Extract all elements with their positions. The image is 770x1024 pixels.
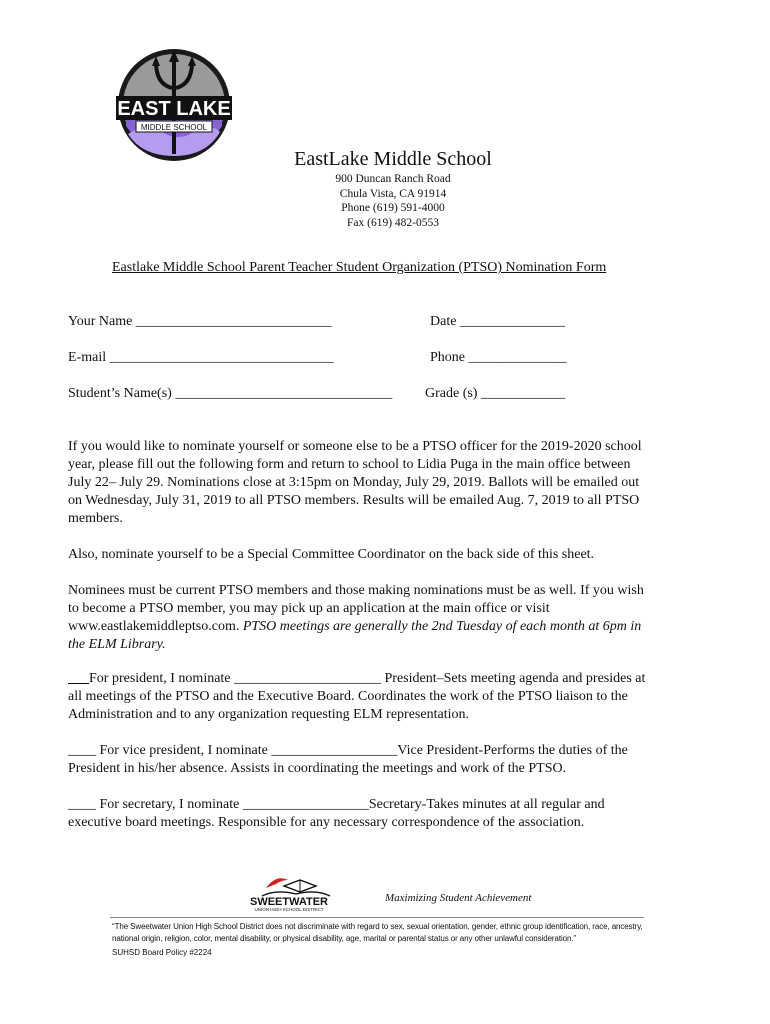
- school-name: EastLake Middle School: [294, 148, 492, 170]
- phone-field[interactable]: Phone ______________: [430, 350, 567, 365]
- membership-paragraph: [68, 582, 650, 654]
- address-line-2: Chula Vista, CA 91914: [339, 187, 447, 200]
- date-field[interactable]: Date _______________: [430, 314, 565, 329]
- phone-number: Phone (619) 591-4000: [341, 202, 445, 214]
- grade-field[interactable]: Grade (s) ____________: [425, 386, 565, 401]
- fax-number: Fax (619) 482-0553: [347, 216, 439, 229]
- school-header: [0, 146, 770, 230]
- footer-divider: [110, 917, 644, 918]
- special-committee-text: Also, nominate yourself to be a Special Committee Coordinator on the back side of this sheet.: [68, 547, 595, 562]
- president-nomination[interactable]: [68, 670, 650, 724]
- vice-president-nomination[interactable]: [68, 742, 650, 778]
- vice-president-nomination-text: ____ For vice president, I nominate __________________Vice President-Performs the duties of the President in his/her absence. Assists in coordinating the meetings and work of the PTSO.: [68, 743, 628, 776]
- intro-text: If you would like to nominate yourself or someone else to be a PTSO officer for the 2019-2020 school year, please fill out the following form and return to school to Lidia Puga in the main office between July 22– July 29. Nominations close at 3:15pm on Monday, July 29, 2019. Ballots will be emailed out on Wednesday, July 31, 2019 to all PTSO members. Results will be emailed Aug. 7, 2019 to all PTSO members.: [68, 439, 642, 526]
- logo-title: EAST LAKE: [117, 98, 231, 120]
- meetings-text: PTSO meetings are generally the 2nd Tuesday of each month at 6pm in the ELM Library.: [68, 619, 642, 652]
- sweetwater-subtitle: UNION HIGH SCHOOL DISTRICT: [254, 907, 324, 912]
- president-checkbox-blank: [68, 671, 89, 686]
- address-line-1: 900 Duncan Ranch Road: [335, 173, 451, 185]
- secretary-nomination[interactable]: [68, 796, 650, 832]
- special-committee-paragraph: [68, 546, 650, 564]
- intro-paragraph: [68, 438, 650, 528]
- president-nomination-text: For president, I nominate _____________________ President–Sets meeting agenda and presides at all meetings of the PTSO and the Executive Board. Coordinates the work of the PTSO liaison to the Administration and to any organization requesting ELM representation.: [68, 671, 646, 722]
- email-field[interactable]: E-mail ________________________________: [68, 350, 334, 365]
- membership-text: Nominees must be current PTSO members and those making nominations must be as well. If you wish to become a PTSO member, you may pick up an application at the main office or visit www.eastlakemiddleptso.com.: [68, 583, 644, 634]
- students-names-field[interactable]: Student’s Name(s) _______________________________: [68, 386, 393, 401]
- nondiscrimination-policy: “The Sweetwater Union High School District does not discriminate with regard to sex, sexual orientation, gender, ethnic group identification, race, ancestry, national origin, religion, color, mental disability, or physical disability, age, marital or parental status or any other unlawful consideration.”: [112, 922, 643, 943]
- logo-subtitle: MIDDLE SCHOOL: [140, 123, 208, 132]
- form-title: Eastlake Middle School Parent Teacher Student Organization (PTSO) Nomination Form: [112, 260, 607, 275]
- tagline: Maximizing Student Achievement: [385, 892, 532, 904]
- sweetwater-logo: [236, 872, 342, 912]
- sweetwater-name: SWEETWATER: [249, 896, 329, 908]
- secretary-nomination-text: ____ For secretary, I nominate __________________Secretary-Takes minutes at all regular and executive board meetings. Responsible for any necessary correspondence of the association.: [68, 797, 605, 830]
- your-name-field[interactable]: Your Name ____________________________: [68, 314, 332, 329]
- policy-reference: SUHSD Board Policy #2224: [112, 948, 212, 957]
